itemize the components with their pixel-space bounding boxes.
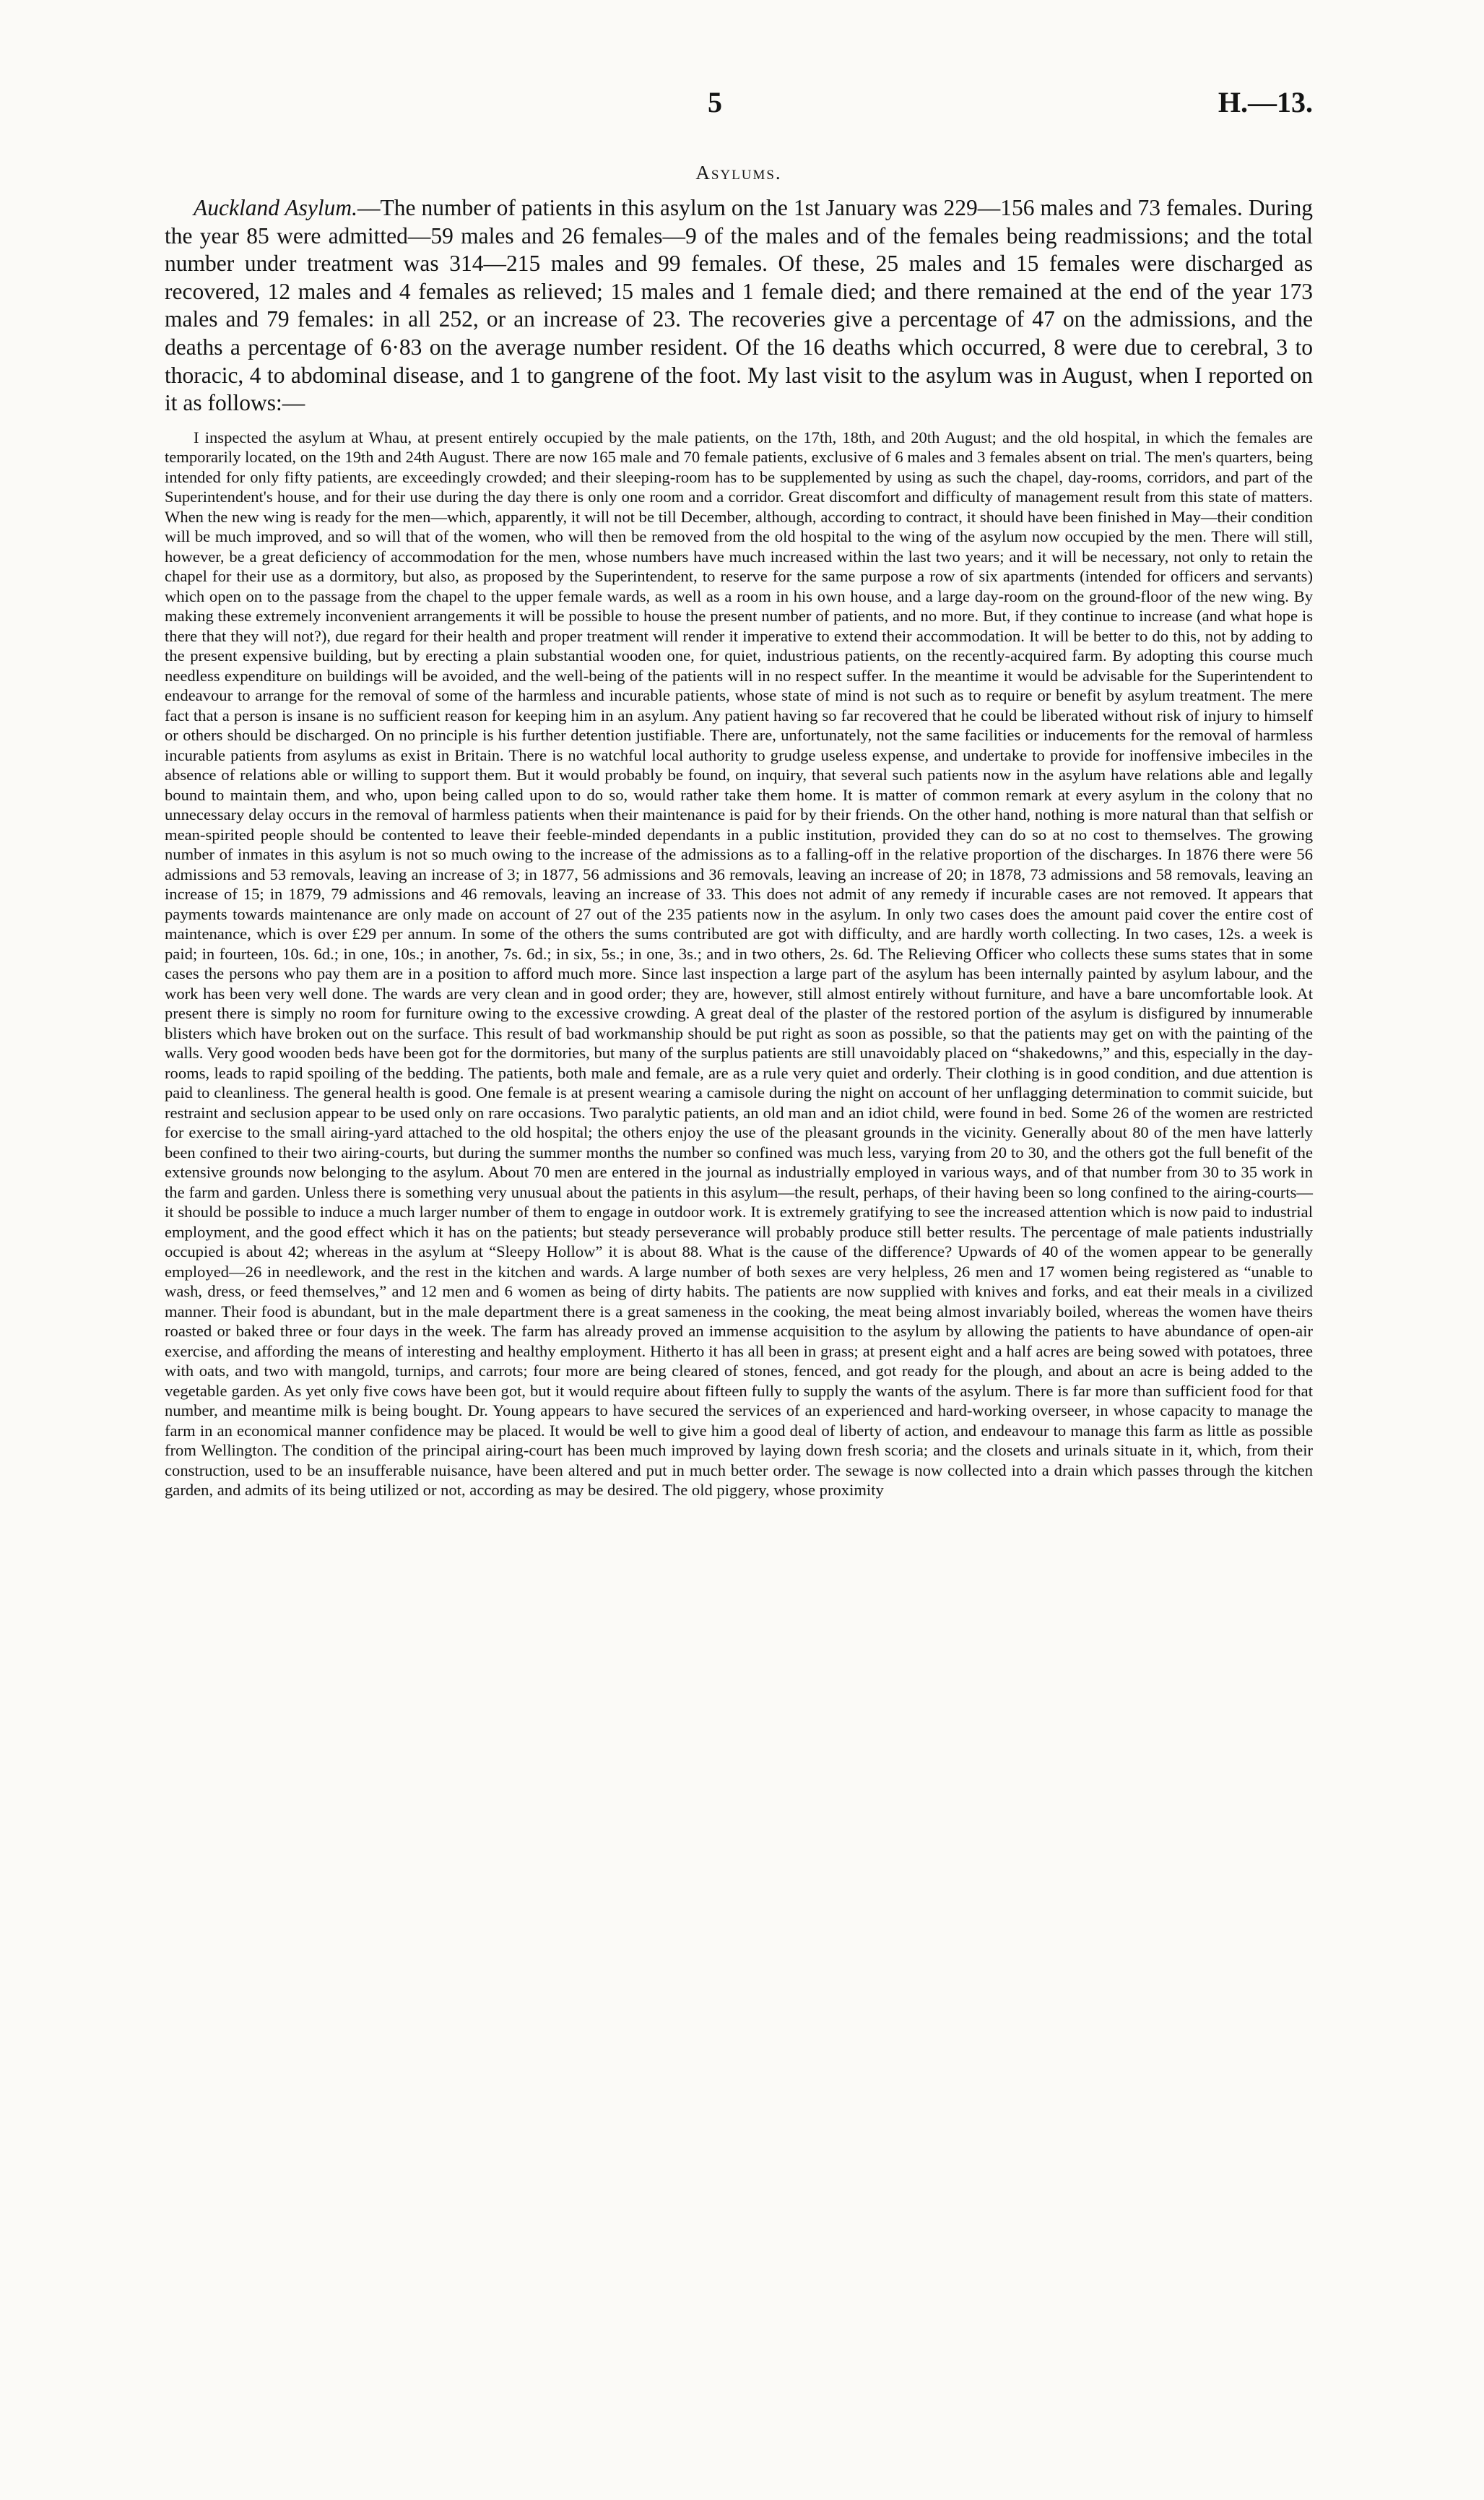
intro-paragraph bbox=[165, 194, 1313, 418]
intro-text: —The number of patients in this asylum on the 1st January was 229—156 males and 73 females. During the year 85 were admitted—59 males and 26 females—9 of the males and of the females being readmissions; and the total number under treatment was 314—215 males and 99 females. Of these, 25 males and 15 females were discharged as recovered, 12 males and 4 females as relieved; 15 males and 1 female died; and there remained at the end of the year 173 males and 79 females: in all 252, or an increase of 23. The recoveries give a percentage of 47 on the admissions, and the deaths a percentage of 6·83 on the average number resident. Of the 16 deaths which occurred, 8 were due to cerebral, 3 to thoracic, 4 to abdominal disease, and 1 to gangrene of the foot. My last visit to the asylum was in August, when I reported on it as follows:— bbox=[165, 195, 1313, 416]
page-number: 5 bbox=[708, 86, 722, 118]
document-page bbox=[165, 85, 1313, 1500]
asylum-heading: Auckland Asylum. bbox=[194, 195, 357, 220]
document-reference: H.—13. bbox=[1218, 86, 1313, 118]
page-header bbox=[165, 85, 1313, 136]
inspection-report: I inspected the asylum at Whau, at present entirely occupied by the male patients, on the 17th, 18th, and 20th August; and the old hospital, in which the females are temporarily located, on the 19th and 24th August. There are now 165 male and 70 female patients, exclusive of 6 males and 3 females absent on trial. The men's quarters, being intended for only fifty patients, are exceedingly crowded; and their sleeping-room has to be supplemented by using as such the chapel, day-rooms, corridors, and part of the Superintendent's house, and for their use during the day there is only one room and a corridor. Great discomfort and difficulty of management result from this state of matters. When the new wing is ready for the men—which, apparently, it will not be till December, although, according to contract, it should have been finished in May—their condition will be much improved, and so will that of the women, who will then be removed from the old hospital to the wing of the asylum now occupied by the men. There will still, however, be a great deficiency of accommodation for the men, whose numbers have much increased within the last two years; and it will be necessary, not only to retain the chapel for their use as a dormitory, but also, as proposed by the Superintendent, to reserve for the same purpose a row of six apartments (intended for officers and servants) which open on to the passage from the chapel to the upper female wards, as well as a room in his own house, and a large day-room on the ground-floor of the new wing. By making these extremely inconvenient arrangements it will be possible to house the present number of patients, and no more. But, if they continue to increase (and what hope is there that they will not?), due regard for their health and proper treatment will render it imperative to extend their accommodation. It will be better to do this, not by adding to the present expensive building, but by erecting a plain substantial wooden one, for quiet, industrious patients, on the recently-acquired farm. By adopting this course much needless expenditure on buildings will be avoided, and the well-being of the patients will in no respect suffer. In the meantime it would be advisable for the Superintendent to endeavour to arrange for the removal of some of the harmless and incurable patients, whose state of mind is not such as to require or benefit by asylum treatment. The mere fact that a person is insane is no sufficient reason for keeping him in an asylum. Any patient having so far recovered that he could be liberated without risk of injury to himself or others should be discharged. On no principle is his further detention justifiable. There are, unfortunately, not the same facilities or inducements for the removal of harmless incurable patients from asylums as exist in Britain. There is no watchful local authority to grudge useless expense, and undertake to provide for inoffensive imbeciles in the absence of relations able or willing to support them. But it would probably be found, on inquiry, that several such patients now in the asylum have relations able and legally bound to maintain them, and who, upon being called upon to do so, would rather take them home. It is matter of common remark at every asylum in the colony that no unnecessary delay occurs in the removal of harmless patients when their maintenance is paid for by their friends. On the other hand, nothing is more natural than that selfish or mean-spirited people should be contented to leave their feeble-minded dependants in a public institution, provided they can do so at no cost to themselves. The growing number of inmates in this asylum is not so much owing to the increase of the admissions as to a falling-off in the relative proportion of the discharges. In 1876 there were 56 admissions and 53 removals, leaving an increase of 3; in 1877, 56 admissions and 36 removals, leaving an increase of 20; in 1878, 73 admissions and 58 removals, leaving an increase of 15; in 1879, 79 admissions and 46 removals, leaving an increase of 33. This does not admit of any remedy if incurable cases are not removed. It appears that payments towards maintenance are only made on account of 27 out of the 235 patients now in the asylum. In only two cases does the amount paid cover the entire cost of maintenance, which is over £29 per annum. In some of the others the sums contributed are got with difficulty, and are hardly worth collecting. In two cases, 12s. a week is paid; in fourteen, 10s. 6d.; in one, 10s.; in another, 7s. 6d.; in six, 5s.; in one, 3s.; and in two others, 2s. 6d. The Relieving Officer who collects these sums states that in some cases the persons who pay them are in a position to afford much more. Since last inspection a large part of the asylum has been internally painted by asylum labour, and the work has been very well done. The wards are very clean and in good order; they are, however, still almost entirely without furniture, and have a bare uncomfortable look. At present there is simply no room for furniture owing to the excessive crowding. A great deal of the plaster of the restored portion of the asylum is disfigured by innumerable blisters which have broken out on the surface. This result of bad workmanship should be put right as soon as possible, so that the patients may get on with the painting of the walls. Very good wooden beds have been got for the dormitories, but many of the surplus patients are still unavoidably placed on “shakedowns,” and this, especially in the day-rooms, leads to rapid spoiling of the bedding. The patients, both male and female, are as a rule very quiet and orderly. Their clothing is in good condition, and due attention is paid to cleanliness. The general health is good. One female is at present wearing a camisole during the night on account of her unflagging determination to commit suicide, but restraint and seclusion appear to be used only on rare occasions. Two paralytic patients, an old man and an idiot child, were found in bed. Some 26 of the women are restricted for exercise to the small airing-yard attached to the old hospital; the others enjoy the use of the pleasant grounds in the vicinity. Generally about 80 of the men have latterly been confined to their two airing-courts, but during the summer months the number so confined was much less, varying from 20 to 30, and the others got the full benefit of the extensive grounds now belonging to the asylum. About 70 men are entered in the journal as industrially employed in various ways, and of that number from 30 to 35 work in the farm and garden. Unless there is something very unusual about the patients in this asylum—the result, perhaps, of their having been so long confined to the airing-courts—it should be possible to induce a much larger number of them to engage in outdoor work. It is extremely gratifying to see the increased attention which is now paid to industrial employment, and the good effect which it has on the patients; but steady perseverance will probably produce still better results. The percentage of male patients industrially occupied is about 42; whereas in the asylum at “Sleepy Hollow” it is about 88. What is the cause of the difference? Upwards of 40 of the women appear to be generally employed—26 in needlework, and the rest in the kitchen and wards. A large number of both sexes are very helpless, 26 men and 17 women being registered as “unable to wash, dress, or feed themselves,” and 12 men and 6 women as being of dirty habits. The patients are now supplied with knives and forks, and eat their meals in a civilized manner. Their food is abundant, but in the male department there is a great sameness in the cooking, the meat being almost invariably boiled, whereas the women have theirs roasted or baked three or four days in the week. The farm has already proved an immense acquisition to the asylum by allowing the patients to have abundance of open-air exercise, and affording the means of interesting and healthy employment. Hitherto it has all been in grass; at present eight and a half acres are being sowed with potatoes, three with oats, and two with mangold, turnips, and carrots; four more are being cleared of stones, fenced, and got ready for the plough, and about an acre is being added to the vegetable garden. As yet only five cows have been got, but it would require about fifteen fully to supply the wants of the asylum. There is far more than sufficient food for that number, and meantime milk is being bought. Dr. Young appears to have secured the services of an experienced and hard-working overseer, in whose capacity to manage the farm in an economical manner confidence may be placed. It would be well to give him a good deal of liberty of action, and endeavour to manage this farm as little as possible from Wellington. The condition of the principal airing-court has been much improved by laying down fresh scoria; and the closets and urinals situate in it, which, from their construction, used to be an insufferable nuisance, have been altered and put in much better order. The sewage is now collected into a drain which passes through the kitchen garden, and admits of its being utilized or not, according as may be desired. The old piggery, whose proximity bbox=[165, 428, 1313, 1500]
section-title: Asylums. bbox=[695, 162, 782, 183]
